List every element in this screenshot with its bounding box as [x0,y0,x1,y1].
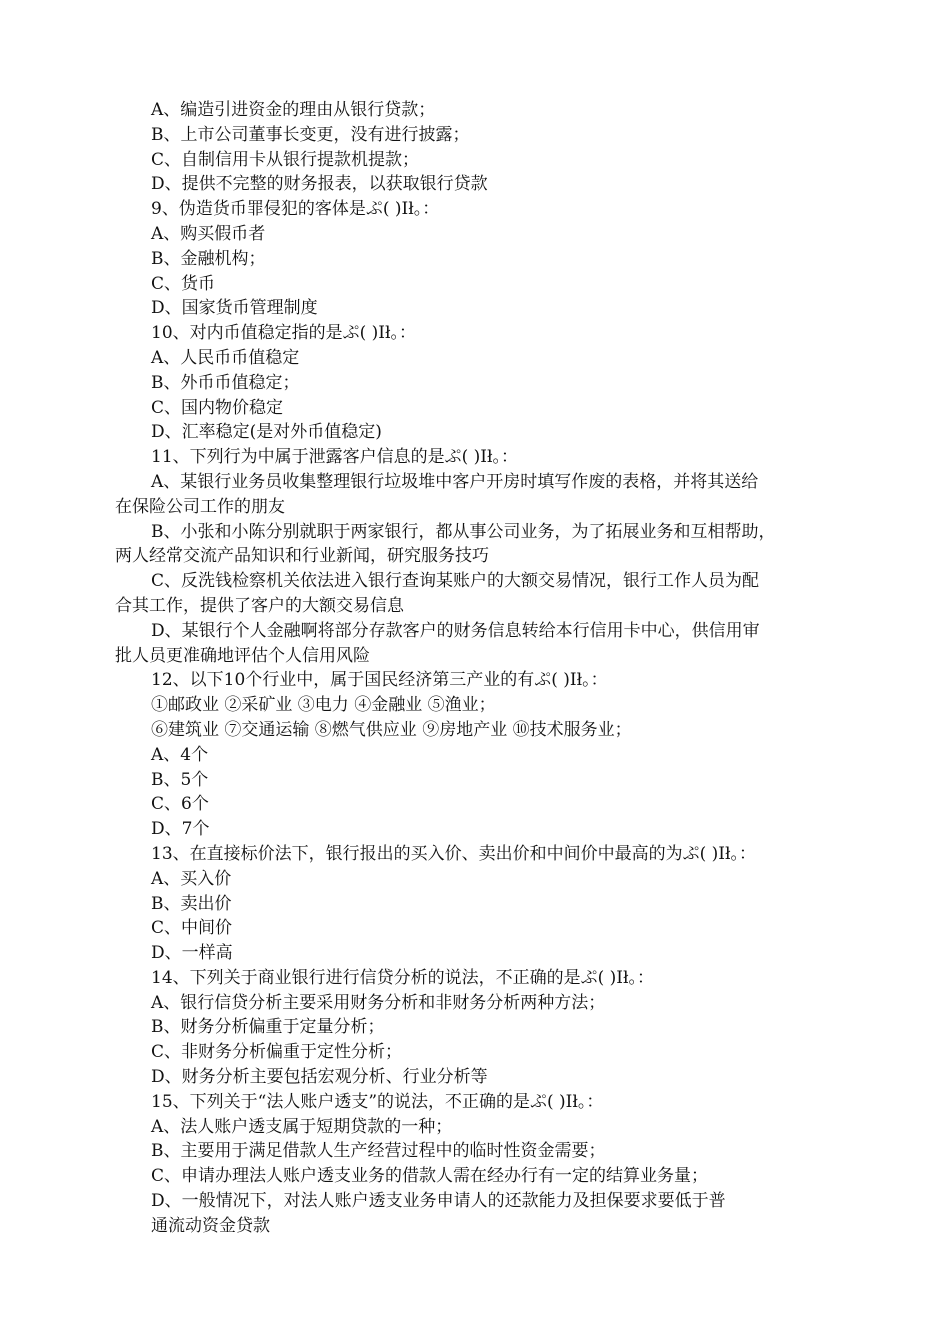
text-line: D、提供不完整的财务报表，以获取银行贷款 [151,174,488,195]
text-line: A、人民币币值稳定 [151,347,300,368]
text-line: B、外币币值稳定； [151,372,300,393]
text-line: B、卖出价 [151,893,232,914]
text-line: 两人经常交流产品知识和行业新闻，研究服务技巧 [115,546,489,567]
text-line: 12、以下10个行业中，属于国民经济第三产业的有ぷ( )Ił。： [151,670,608,691]
text-line: B、金融机构； [151,248,266,269]
text-line: 合其工作，提供了客户的大额交易信息 [115,595,404,616]
text-line: D、一般情况下，对法人账户透支业务申请人的还款能力及担保要求要低于普 [151,1191,726,1212]
text-line: A、买入价 [151,868,232,889]
text-line: C、自制信用卡从银行提款机提款； [151,149,420,170]
text-line: B、小张和小陈分别就职于两家银行，都从事公司业务，为了拓展业务和互相帮助， [151,521,776,542]
document-body [115,98,850,1239]
text-line: C、反洗钱检察机关依法进入银行查询某账户的大额交易情况，银行工作人员为配 [151,571,760,592]
text-line: 通流动资金贷款 [151,1215,270,1236]
text-line: 14、下列关于商业银行进行信贷分析的说法，不正确的是ぷ( )Ił。： [151,967,655,988]
text-line: C、中间价 [151,918,233,939]
text-line: 批人员更准确地评估个人信用风险 [115,645,370,666]
text-line: C、6个 [151,794,209,815]
text-line: B、5个 [151,769,209,790]
text-line: B、主要用于满足借款人生产经营过程中的临时性资金需要； [151,1141,606,1162]
text-line: A、编造引进资金的理由从银行贷款； [151,100,436,120]
text-line: D、财务分析主要包括宏观分析、行业分析等 [151,1067,488,1088]
text-line: C、非财务分析偏重于定性分析； [151,1042,403,1063]
text-line: 15、下列关于“法人账户透支”的说法，不正确的是ぷ( )Ił。： [151,1091,604,1112]
text-line: 13、在直接标价法下，银行报出的买入价、卖出价和中间价中最高的为ぷ( )Ił。： [151,843,757,864]
text-line: 11、下列行为中属于泄露客户信息的是ぷ( )Ił。： [151,447,519,468]
text-line: 10、对内币值稳定指的是ぷ( )Ił。： [151,323,417,344]
text-line: 9、伪造货币罪侵犯的客体是ぷ( )Ił。： [151,199,440,220]
text-line: A、购买假币者 [151,223,266,244]
text-line: D、某银行个人金融啊将部分存款客户的财务信息转给本行信用卡中心，供信用审 [151,620,760,641]
text-line: 在保险公司工作的朋友 [115,496,285,517]
text-line: D、7个 [151,819,210,840]
text-line: D、一样高 [151,943,233,964]
text-line: C、申请办理法人账户透支业务的借款人需在经办行有一定的结算业务量； [151,1166,709,1187]
text-line: A、银行信贷分析主要采用财务分析和非财务分析两种方法； [151,992,606,1013]
text-line: A、某银行业务员收集整理银行垃圾堆中客户开房时填写作废的表格，并将其送给 [151,471,759,492]
text-line: B、上市公司董事长变更，没有进行披露； [151,124,470,145]
text-line: ①邮政业 ②采矿业 ③电力 ④金融业 ⑤渔业； [151,695,496,716]
text-line: ⑥建筑业 ⑦交通运输 ⑧燃气供应业 ⑨房地产业 ⑩技术服务业； [151,719,632,740]
text-line: B、财务分析偏重于定量分析； [151,1017,385,1038]
text-line: C、国内物价稳定 [151,397,284,418]
text-line: A、法人账户透支属于短期贷款的一种； [151,1116,453,1137]
text-line: A、4个 [151,744,209,765]
text-line: D、国家货币管理制度 [151,298,318,319]
text-line: D、汇率稳定(是对外币值稳定) [151,422,382,443]
text-line: C、货币 [151,273,216,294]
